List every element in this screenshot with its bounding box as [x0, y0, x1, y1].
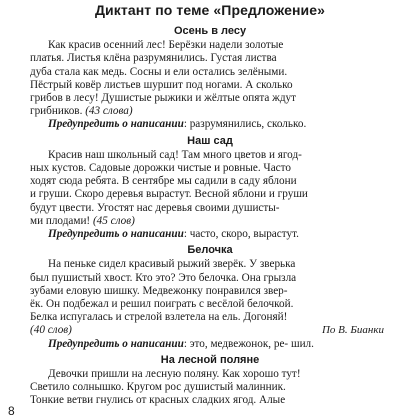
- spelling-note: [48, 228, 299, 241]
- text-line: На пеньке сидел красивый рыжий зверёк. У зверька: [48, 258, 296, 271]
- text-line: [30, 105, 133, 118]
- text-line: платья. Листья клёна разрумянились. Густая листва: [30, 52, 277, 65]
- text-line: дуба стала как медь. Сосны и ели остались зелёными.: [30, 65, 288, 78]
- section-heading: Осень в лесу: [173, 25, 247, 37]
- text-line: [30, 215, 135, 228]
- page-title: Диктант по теме «Предложение»: [94, 2, 326, 18]
- text-line: Белка испугалась и стрелой взлетела на ель. Догоняй!: [30, 311, 288, 324]
- spelling-note-label: Предупредить о написании: [48, 337, 184, 350]
- text-line: ных кустов. Садовые дорожки чистые и ровные. Часто: [30, 162, 291, 174]
- text-line: Девочки пришли на лесную поляну. Как хорошо тут!: [48, 368, 301, 380]
- author-attribution: По В. Бианки: [321, 324, 384, 337]
- text-line: был пушистый хвост. Кто это? Это белочка. Она грызла: [30, 271, 297, 284]
- spelling-note: [48, 118, 306, 131]
- text-line: Красив наш школьный сад! Там много цветов и ягод-: [48, 148, 302, 161]
- section-heading: На лесной поляне: [160, 353, 260, 366]
- text-line-end: ми плодами!: [30, 214, 93, 227]
- text-line: Тонкие ветви гнулись от красных сладких ягод. Алые: [30, 394, 286, 407]
- word-count: (43 слова): [85, 105, 133, 118]
- spelling-note-words: : часто, скоро, вырастут.: [183, 228, 299, 240]
- word-count-line: [30, 324, 72, 337]
- text-line-end: грибников.: [30, 105, 86, 118]
- text-line: Пёстрый ковёр листьев шуршит под ногами. А сколько: [30, 78, 293, 91]
- text-line: Светило солнышко. Кругом рос душистый малинник.: [30, 381, 286, 394]
- text-line: будут цвести. Угостят нас деревья своими душисты-: [30, 201, 280, 214]
- page-number: 8: [8, 404, 15, 418]
- spelling-note-words: : это, медвежонок, ре- шил.: [183, 337, 314, 350]
- section-heading: Наш сад: [187, 134, 233, 147]
- text-line: ходят сюда ребята. В сентябре мы садили в саду яблони: [30, 175, 297, 188]
- text-line: грибов в лесу! Душистые рыжики и жёлтые опята ждут: [30, 92, 297, 104]
- word-count: (45 слов): [92, 214, 135, 227]
- word-count: (40 слов): [30, 324, 72, 337]
- spelling-note-label: Предупредить о написании: [48, 118, 184, 131]
- text-line: и груши. Скоро деревья вырастут. Весной яблони и груши: [30, 188, 308, 201]
- spelling-note-label: Предупредить о написании: [48, 228, 184, 240]
- spelling-note-words: : разрумянились, сколько.: [183, 118, 307, 131]
- text-line: Как красив осенний лес! Берёзки надели золотые: [48, 39, 284, 52]
- spelling-note: [48, 338, 314, 351]
- section-heading: Белочка: [187, 244, 233, 257]
- text-line: ёк. Он подбежал и решил поиграть с весёлой белочкой.: [30, 298, 294, 310]
- text-line: зубами еловую шишку. Медвежонку понравился звер-: [30, 284, 288, 297]
